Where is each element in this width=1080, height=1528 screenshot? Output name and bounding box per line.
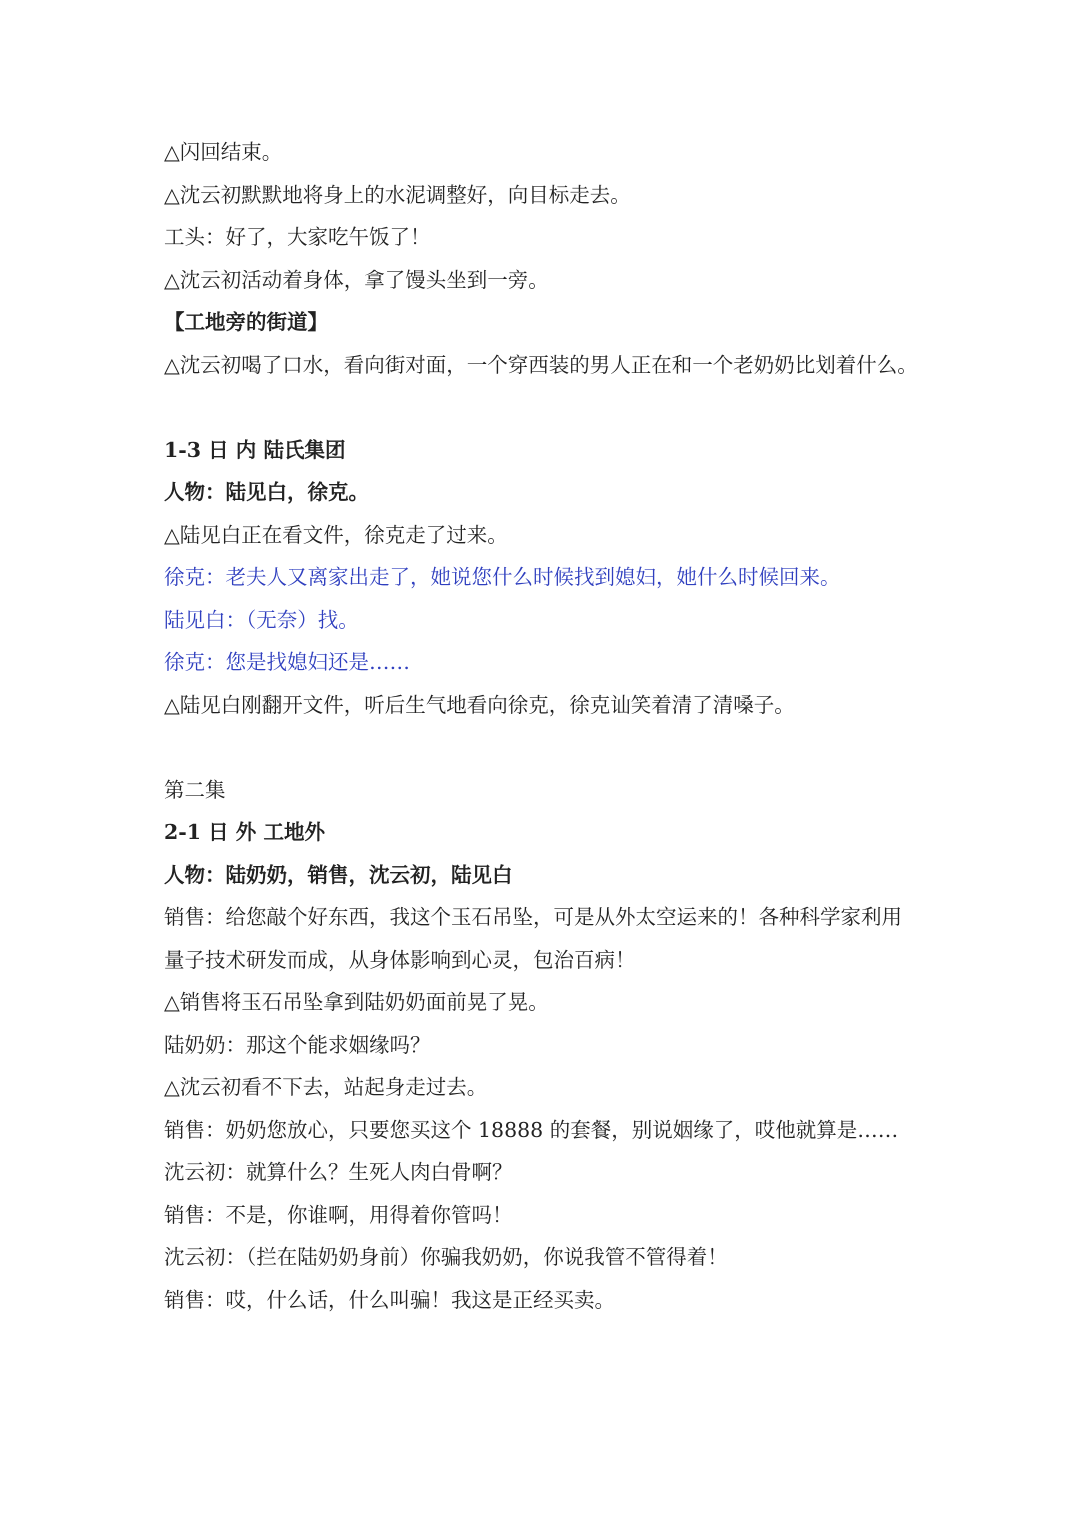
stage-direction: △沈云初活动着身体，拿了馒头坐到一旁。 xyxy=(164,267,549,292)
stage-direction: △陆见白刚翻开文件，听后生气地看向徐克，徐克讪笑着清了清嗓子。 xyxy=(164,692,795,717)
dialogue-line: 徐克：老夫人又离家出走了，她说您什么时候找到媳妇，她什么时候回来。 xyxy=(164,565,841,589)
dialogue-line: 沈云初：就算什么？生死人肉白骨啊？ xyxy=(164,1160,513,1184)
stage-direction: △沈云初看不下去，站起身走过去。 xyxy=(164,1075,488,1099)
scene-heading: 1-3 日 内 陆氏集团 xyxy=(164,437,346,462)
characters-line: 人物：陆见白，徐克。 xyxy=(164,480,369,504)
script-page xyxy=(164,131,934,1321)
dialogue-line: 工头：好了，大家吃午饭了！ xyxy=(164,225,431,249)
dialogue-line: 销售：给您敲个好东西，我这个玉石吊坠，可是从外太空运来的！各种科学家利用量子技术研发而成，从身体影响到心灵，包治百病！ xyxy=(164,905,902,972)
dialogue-line: 陆奶奶：那这个能求姻缘吗？ xyxy=(164,1032,431,1057)
dialogue-line: 销售：不是，你谁啊，用得着你管吗！ xyxy=(164,1202,513,1227)
characters-line: 人物：陆奶奶，销售，沈云初，陆见白 xyxy=(164,862,513,887)
dialogue-line: 销售：哎，什么话，什么叫骗！我这是正经买卖。 xyxy=(164,1287,615,1312)
spacer xyxy=(164,726,934,769)
stage-direction: △沈云初喝了口水，看向街对面，一个穿西装的男人正在和一个老奶奶比划着什么。 xyxy=(164,352,918,377)
dialogue-line: 陆见白：（无奈）找。 xyxy=(164,607,359,632)
dialogue-line: 销售：奶奶您放心，只要您买这个 18888 的套餐，别说姻缘了，哎他就算是…… xyxy=(164,1117,899,1142)
stage-direction: △沈云初默默地将身上的水泥调整好，向目标走去。 xyxy=(164,182,631,207)
stage-direction: △陆见白正在看文件，徐克走了过来。 xyxy=(164,522,508,547)
dialogue-line: 徐克：您是找媳妇还是…… xyxy=(164,650,410,674)
location-heading: 【工地旁的街道】 xyxy=(164,310,328,334)
spacer xyxy=(164,386,934,429)
stage-direction: △销售将玉石吊坠拿到陆奶奶面前晃了晃。 xyxy=(164,990,549,1014)
dialogue-line: 沈云初：（拦在陆奶奶身前）你骗我奶奶，你说我管不管得着！ xyxy=(164,1245,728,1269)
stage-direction: △闪回结束。 xyxy=(164,140,283,164)
episode-heading: 第二集 xyxy=(164,777,226,802)
scene-heading: 2-1 日 外 工地外 xyxy=(164,820,325,844)
